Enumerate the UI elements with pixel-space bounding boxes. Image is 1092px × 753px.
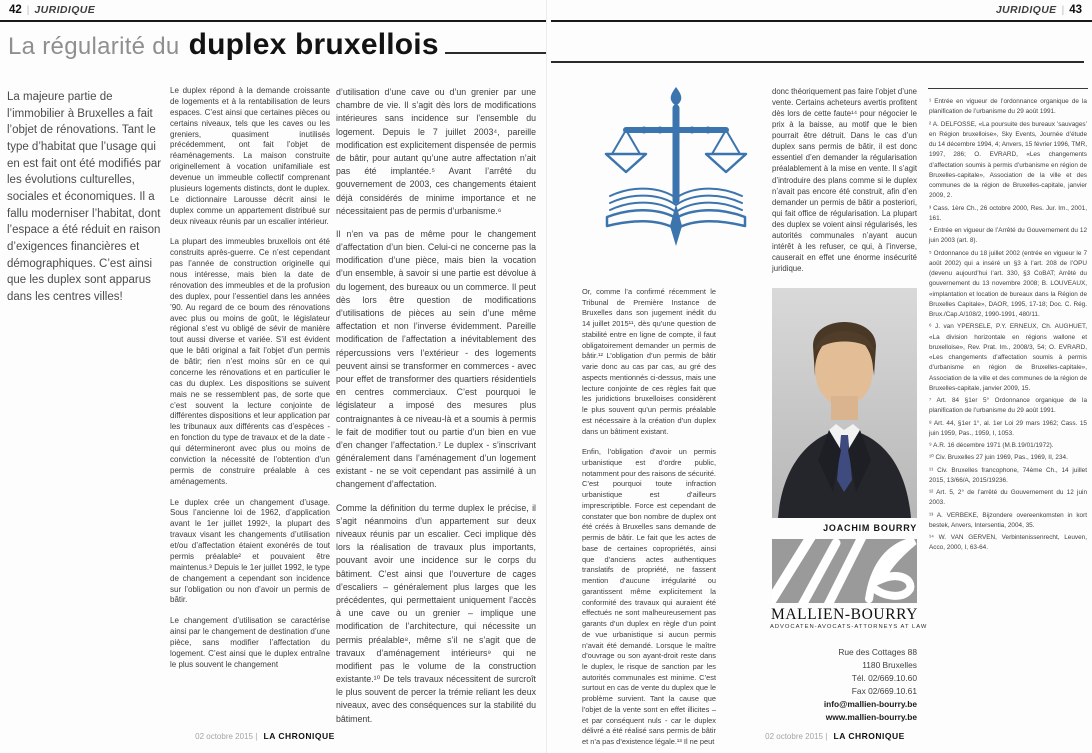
- footnote: ¹¹ Civ. Bruxelles francophone, 74ème Ch., 14 juillet 2015, 13/66/A, 2015/19236.: [929, 466, 1087, 484]
- footnote: ⁵ Ordonnance du 18 juillet 2002 (entrée en vigueur le 7 août 2002) qui a inséré un §3 à l’art. 208 de l’OPU (devenu aujourd’hui l’art. 330, §3 CoBAT; Arrêté du gouvernement du 13 novembre 2008; B. LOUVEAUX, «implantation et location de bureaux dans la Région de Bruxelles Capitale», DAOR, 1995, 17-18; Doc. C. Rég. Brux./Cap.A/108/2, 1990-1991, 480/11.: [929, 249, 1087, 318]
- footer-separator: |: [825, 732, 828, 741]
- left-page-header: [9, 4, 95, 16]
- footnote: ⁹ A.R. 16 décembre 1971 (M.B.19/01/1972).: [929, 442, 1054, 449]
- article-paragraph: Il n’en va pas de même pour le changement d’affectation d’un bien. Celui-ci ne concerne pas la modification d’une pièce, mais bien la vocation d’un ensemble, à savoir si une partie est dévolue à du logement, des bureaux ou un commerce. Il peut dès lors être question de modifications d’utilisations de pièces au sein d’une même affectation et non l’inverse évidemment. Pareille modification de l’affectation a inévitablement des répercussions vers l’extérieur - des logements peuvent ainsi se transformer en commerces - avec pour effet de transformer des quartiers résidentiels en centres commerciaux. C’est pourquoi le législateur a imposé des mesures plus contraignantes à ce niveau-là et a soumis à permis le fait de modifier tout ou partie d’un bien en vue d’en changer l’affectation.⁷ Le duplex - s’inscrivant généralement dans l’aménagement d’un logement existant - ne se voit cependant pas assimilé à un changement d’affectation.: [336, 228, 536, 490]
- title-underline: [445, 52, 546, 54]
- footnote: ¹⁴ W. VAN GERVEN, Verbintenissenrecht, Leuven, Acco, 2000, I, 63-64.: [929, 534, 1087, 552]
- article-paragraph: La plupart des immeubles bruxellois ont été construits après-guerre. Ce n’est cependant pas l’année de construction originelle qui nous intéresse, mais bien la date de rénovation des immeubles et de la profusion des duplex, pour l’essentiel dans les années ’90. Au regard de ce boum des rénovations avec plus ou moins de goût, le législateur régional s’est vu obligé de sévir de manière tout aussi diverse et variée. S’il est évident que le bâti original a fait l’objet d’un permis de bâtir; rien n’est moins sûr en ce qui concerne les rénovations et en particulier le cas du duplex. Les dispositions se suivent mais ne se ressemblent pas, de sorte que c’est souvent la lecture conjointe de différentes dispositions et leur application par les tribunaux aux différents cas d’espèces - en fonction du type de travaux et de la date - qui détermineront avec plus ou moins de conviction la nécessité de l’obtention d’un permis de construire préalable à ces aménagements.: [170, 237, 330, 486]
- title-underline-right-page: [551, 61, 1084, 63]
- firm-tagline: ADVOCATEN-AVOCATS-ATTORNEYS AT LAW: [770, 624, 928, 630]
- article-paragraph: d’utilisation d’une cave ou d’un grenier par une chambre de vie. Il s’agit dès lors de modifications intérieures sans incidence sur l’ensemble du logement. Depuis le 7 juillet 2003⁴, pareille modification est explicitement dispensée de permis de bâtir, pour autant qu’une autre affectation n’ait pas été implantée.⁵ Avant l’arrêté du gouvernement de 2003, ces changements étaient déjà considérés de minime importance et ne nécessitaient pas de permis d’urbanisme.⁶: [336, 87, 536, 216]
- article-paragraph: Or, comme l’a confirmé récemment le Tribunal de Première Instance de Bruxelles dans son jugement inédit du 14 juillet 2015¹¹, dès qu’une question de stabilité entre en ligne de compte, il faut obligatoirement demander un permis de bâtir.¹² L’obligation d’un permis de bâtir varie donc au cas par cas, au gré des aspects mentionnés ci-dessus, mais une lecture conjointe de ces règles fait que les juridictions bruxelloises considèrent le plus souvent qu’un permis préalable est nécessaire à la création d’un duplex dans un bâtiment existant.: [582, 287, 716, 436]
- right-page-number: 43: [1069, 4, 1082, 16]
- firm-email-link[interactable]: info@mallien-bourry.be: [823, 699, 917, 710]
- article-title: [8, 28, 546, 62]
- scales-of-justice-icon: [600, 84, 752, 262]
- footnotes-top-rule: [928, 88, 1088, 89]
- footnote: ⁴ Entrée en vigueur de l’Arrêté du Gouvernement du 12 juin 2003 (art. 8).: [929, 227, 1087, 245]
- footnote: ¹² Art. 5, 2° de l’arrêté du Gouvernement du 12 juin 2003.: [929, 489, 1087, 507]
- section-label-right: JURIDIQUE: [995, 4, 1057, 16]
- firm-phone: Tél. 02/669.10.60: [851, 673, 917, 684]
- firm-address-line1: Rue des Cottages 88: [838, 647, 917, 657]
- footnote: ⁶ J. van YPERSELE, P.Y. ERNEUX, Ch. AUGHUET, «La division horizontale en régions wallone et bruxelloise», Rev. Prat. Im., 2008/3, 54; O. EVRARD, «Les changements d’affectation soumis à permis d’urbanisme en région de Bruxelles-capitale», Association de la ville et des communes de la région de Bruxelles-capitale, janvier 2009, 15.: [929, 323, 1087, 392]
- author-photo: [772, 288, 917, 518]
- title-bold-part: duplex bruxellois: [188, 28, 439, 61]
- article-paragraph: Comme la définition du terme duplex le précise, il s’agit néanmoins d’un appartement sur deux niveaux réunis par un escalier. Ceci implique dès lors la réalisation de travaux plus importants, pouvant avoir une incidence sur le corps du bâtiment. C’est ainsi que l’ouverture de cages d’escaliers – généralement plus larges que les précédentes, qui permettaient uniquement l’accès à une cave ou un grenier – implique une modification de l’architecture, qui nécessite un permis préalable⁸, même s’il ne s’agit que de travaux d’aménagement intérieurs⁹ qui ne modifient pas le volume de la construction existante.¹⁰ De tels travaux nécessitent de surcroît le plus souvent de percer la trémie reliant les deux niveaux, avec des conséquences sur la stabilité du bâtiment.: [336, 502, 536, 724]
- author-photo-caption: JOACHIM BOURRY: [823, 523, 917, 533]
- article-paragraph: Le changement d’utilisation se caractérise ainsi par le changement de destination d’une pièce, sans modifier l’affectation du logement. C’est ainsi que le duplex entraîne le plus souvent le changement: [170, 616, 330, 669]
- article-paragraph: Le duplex répond à la demande croissante de logements et à la rentabilisation de leurs espaces. C’est ainsi que certaines pièces ou certains niveaux, tels que les caves ou les greniers, quasiment inutilisés précédemment, ont fait l’objet de réaménagements. La maison construite originellement à vocation unifamiliale est devenue un immeuble collectif comprenant plusieurs logements distincts, dont le duplex. Le dictionnaire Larousse décrit ainsi le duplex comme un appartement distribué sur deux niveaux réunis par un escalier intérieur.: [170, 86, 330, 226]
- article-standfirst: La majeure partie de l’immobilier à Bruxelles a fait l’objet de rénovations. Tant le type d’habitat que l’usage qui en est fait ont été modifiés par les évolutions culturelles, sociales et économiques. Il a fallu moderniser l’habitat, dont l’espace a été réduit en raison d’exigences financières et démographiques. C’est ainsi que les duplex sont apparus dans les centres villes!: [7, 91, 162, 304]
- header-rule-right: [551, 20, 1092, 22]
- right-page-header: [996, 4, 1082, 16]
- firm-fax: Fax 02/669.10.61: [851, 686, 917, 697]
- footnote: ¹³ A. VERBEKE, Bijzondere overeenkomsten in kort bestek, Anvers, Intersentia, 2004, 35.: [929, 511, 1087, 529]
- footnote: ³ Cass. 1ère Ch., 26 octobre 2000, Res. Jur. Im., 2001, 161.: [929, 204, 1087, 222]
- footer-date: 02 octobre 2015: [765, 732, 823, 741]
- mallien-bourry-logo-icon: [772, 539, 917, 603]
- header-separator: |: [26, 5, 30, 16]
- header-rule-left: [0, 20, 546, 22]
- section-label-left: JURIDIQUE: [34, 4, 96, 16]
- article-paragraph: donc théoriquement pas faire l’objet d’une vente. Certains acheteurs avertis profitent dès lors de cette faute¹⁴ pour négocier le prix à la baisse, au motif que le bien pourrait être détruit. Dans le cas d’un duplex sans permis de bâtir, il est donc essentiel d’en demander la régularisation préalablement à la mise en vente. Il s’agit d’introduire des plans comme si le duplex n’avait pas encore été construit, afin d’en demander un permis de bâtir a posteriori, qui fait office de régularisation. La plupart des duplex se voient ainsi régularisés, les autorités communales n’ayant aucun intérêt à les refuser, ce qui, à l’inverse, causerait en effet une énorme insécurité juridique.: [772, 87, 917, 273]
- left-page-column-1: [170, 86, 330, 681]
- footer-separator: |: [255, 732, 258, 741]
- footnote: ¹ Entrée en vigueur de l’ordonnance organique de la planification de l’urbanisme du 29 août 1991.: [929, 98, 1087, 116]
- publication-brand-logo: LA CHRONIQUE: [833, 731, 905, 741]
- article-paragraph: Enfin, l’obligation d’avoir un permis urbanistique est d’ordre public, notamment pour des raisons de sécurité. C’est pourquoi toute infraction urbanistique est d’ailleurs imprescriptible. Force est cependant de constater que bon nombre de duplex ont été créés à Bruxelles sans demande de permis de bâtir. Le fait que les actes de base de certaines copropriétés, ainsi que d’anciens actes authentiques translatifs de propriété, ne fassent mention d’aucune irrégularité ou garantissent même explicitement la conformité des travaux qui auraient été effectués ne sont malheureusement pas garants d’un duplex en règle d’un point de vue urbanistique si aucun permis n’avait été demandé. Lorsque le maître d’ouvrage ou son ayant-droit reste dans le duplex, le risque de sanction par les autorités communales est minime. C’est surtout en cas de vente du duplex que le problème survient. Tant la cause que l’objet de la vente sont en effet illicites – et par conséquent nuls - car le duplex délivré a été réalisé sans permis de bâtir et n’a pas d’existence légale.¹³ Il ne peut: [582, 447, 716, 747]
- article-paragraph: Le duplex crée un changement d’usage. Sous l’ancienne loi de 1962, d’application avant le 1er juillet 1992¹, la plupart des travaux visant les changements d’utilisation et/ou d’affectation étaient exonérés de tout permis préalable² et pouvaient être maintenus.³ Depuis le 1er juillet 1992, le type de changement a cependant son incidence sur l’obligation ou non d’avoir un permis de bâtir.: [170, 497, 330, 605]
- footnote: ⁸ Art. 44, §1er 1°, al. 1er Loi 29 mars 1962; Cass. 15 juin 1959, Pas., 1959, I, 1053.: [929, 419, 1087, 437]
- right-page-column-1: [582, 287, 716, 753]
- header-separator: |: [1061, 5, 1065, 16]
- footnote: ⁷ Art. 84 §1er 5° Ordonnance organique de la planification de l’urbanisme du 29 août 1991.: [929, 397, 1087, 415]
- firm-website-link[interactable]: www.mallien-bourry.be: [825, 712, 917, 723]
- firm-contact-block: [772, 646, 917, 724]
- left-page-footer: [175, 731, 355, 741]
- firm-address-line2: 1180 Bruxelles: [862, 660, 917, 671]
- footer-date: 02 octobre 2015: [195, 732, 253, 741]
- page-spine-divider: [546, 0, 547, 753]
- footnote: ² A. DELFOSSE, «La poursuite des bureaux ’sauvages’ en Région bruxelloise», Sky Events, Journée d’étude du 14 décembre 1994, 4; Anvers, 15 février 1996, TMR, 1997, 286; O. EVRARD, «Les changements d’affectation soumis à permis d’urbanisme en région de Bruxelles-capitale», Association de la ville et des communes de la région de Bruxelles-capitale, janvier 2009, 2.: [929, 120, 1087, 200]
- right-page-column-2: [772, 86, 917, 284]
- firm-name: MALLIEN-BOURRY: [770, 606, 919, 623]
- footnote: ¹⁰ Civ. Bruxelles 27 juin 1969, Pas., 1969, II, 234.: [929, 454, 1068, 462]
- left-page-column-2: [336, 86, 536, 736]
- publication-brand-logo: LA CHRONIQUE: [263, 731, 335, 741]
- footnotes-column: [929, 97, 1087, 556]
- right-page-footer: [745, 731, 925, 741]
- left-page-number: 42: [9, 4, 22, 16]
- title-light-part: La régularité du: [8, 33, 180, 60]
